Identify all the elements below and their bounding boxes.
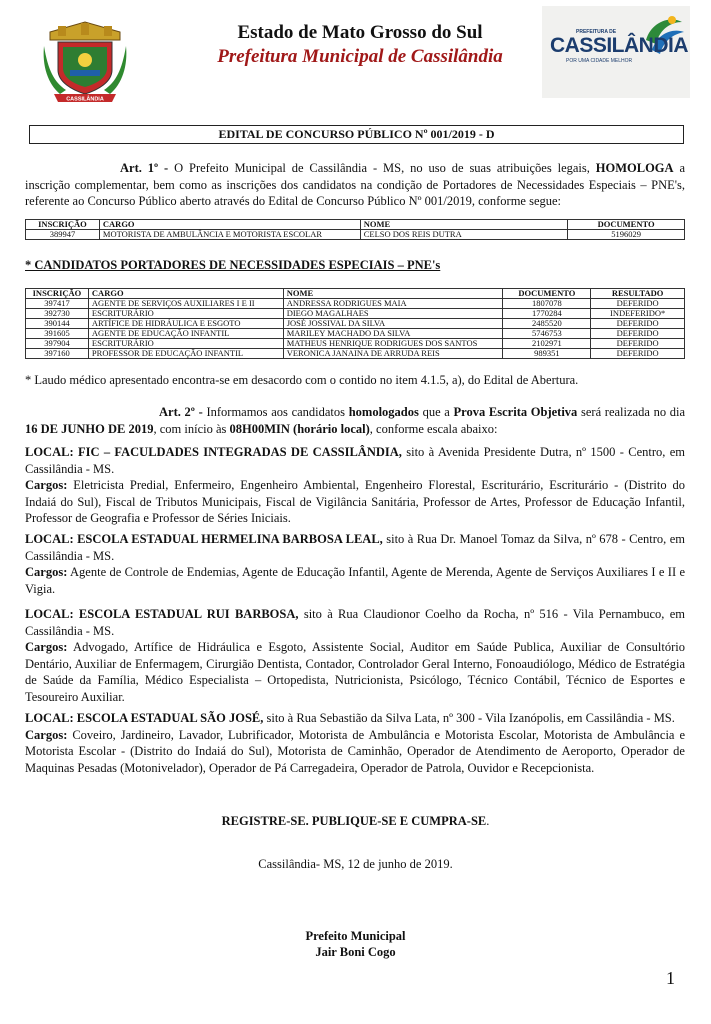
- place-date: Cassilândia- MS, 12 de junho de 2019.: [258, 857, 453, 871]
- table-cell: CELSO DOS REIS DUTRA: [360, 230, 568, 240]
- table-cell: AGENTE DE EDUCAÇÃO INFANTIL: [88, 329, 283, 339]
- table-cell: DEFERIDO: [591, 339, 685, 349]
- laudo-note: * Laudo médico apresentado encontra-se em desacordo com o contido no item 4.1.5, a), do Edital de Abertura.: [25, 373, 579, 387]
- coat-of-arms-icon: [44, 22, 127, 102]
- table-cell: 5746753: [503, 329, 591, 339]
- exam-location: [25, 710, 685, 776]
- exam-date: 16 DE JUNHO DE 2019: [25, 421, 154, 436]
- table-cell: PROFESSOR DE EDUCAÇÃO INFANTIL: [88, 349, 283, 359]
- table-cell: MOTORISTA DE AMBULÂNCIA E MOTORISTA ESCOLAR: [99, 230, 360, 240]
- table-cell: 397417: [26, 299, 89, 309]
- table-cell: 391605: [26, 329, 89, 339]
- table-row: [26, 349, 685, 359]
- location-address: sito à Avenida Presidente Dutra, nº 1500 - Centro, em Cassilândia - MS.: [25, 445, 685, 476]
- table-cell: MATHEUS HENRIQUE RODRIGUES DOS SANTOS: [283, 339, 503, 349]
- location-name: LOCAL: ESCOLA ESTADUAL HERMELINA BARBOSA LEAL,: [25, 532, 383, 546]
- complementary-table: [25, 219, 685, 240]
- art2-label: Art. 2º -: [159, 405, 203, 419]
- art2-text: que a: [422, 405, 450, 419]
- table-cell: 989351: [503, 349, 591, 359]
- table-cell: AGENTE DE SERVIÇOS AUXILIARES I E II: [88, 299, 283, 309]
- table-cell: 5196029: [568, 230, 685, 240]
- table-cell: DIEGO MAGALHAES: [283, 309, 503, 319]
- location-name: LOCAL: ESCOLA ESTADUAL RUI BARBOSA,: [25, 607, 299, 621]
- table-header: CARGO: [88, 289, 283, 299]
- art2-text: Informamos aos candidatos: [206, 405, 346, 419]
- table-cell: 2485520: [503, 319, 591, 329]
- art2-text: , com início às: [153, 421, 227, 436]
- table-row: [26, 339, 685, 349]
- art2-homologados: homologados: [348, 405, 419, 419]
- state-title: Estado de Mato Grosso do Sul: [237, 22, 483, 43]
- table-cell: ARTÍFICE DE HIDRÁULICA E ESGOTO: [88, 319, 283, 329]
- art1-homologa: HOMOLOGA: [595, 161, 674, 175]
- exam-location: [25, 444, 685, 527]
- table-header: CARGO: [99, 220, 360, 230]
- table-cell: 392730: [26, 309, 89, 319]
- table-cell: 1770284: [503, 309, 591, 319]
- table-header: RESULTADO: [591, 289, 685, 299]
- article-1: [25, 160, 685, 210]
- table-cell: DEFERIDO: [591, 319, 685, 329]
- logo-top-text: PREFEITURA DE: [576, 29, 617, 35]
- table-row: [26, 319, 685, 329]
- pne-table: [25, 288, 685, 359]
- page-number: 1: [666, 968, 675, 988]
- signature-role: Prefeito Municipal: [305, 929, 406, 943]
- cargos-label: Cargos:: [25, 478, 68, 492]
- table-header-row: [26, 220, 685, 230]
- registre-dot: .: [486, 814, 490, 828]
- table-cell: DEFERIDO: [591, 299, 685, 309]
- table-header: INSCRIÇÃO: [26, 220, 100, 230]
- city-logo: [542, 6, 690, 98]
- table-cell: ESCRITURÁRIO: [88, 309, 283, 319]
- logo-slogan-text: POR UMA CIDADE MELHOR: [566, 58, 633, 64]
- art1-text-a: O Prefeito Municipal de Cassilândia - MS, no uso de suas atribuições legais,: [174, 161, 590, 175]
- table-header: INSCRIÇÃO: [26, 289, 89, 299]
- exam-time: 08H00MIN (horário local): [229, 421, 370, 436]
- exam-location: [25, 531, 685, 597]
- table-cell: 390144: [26, 319, 89, 329]
- table-header: NOME: [283, 289, 503, 299]
- table-cell: ANDRESSA RODRIGUES MAIA: [283, 299, 503, 309]
- cargos-list: Advogado, Artífice de Hidráulica e Esgoto, Assistente Social, Auditor em Saúde Publica, Auxiliar de Consultório Dentário, Auxiliar de Enfermagem, Cirurgião Dentista, Contador, Controlador Geral Interno, Fonoaudiólogo, Médico de Estratégia de Saúde da Família, Médico Especialista – Ortopedista, Nutricionista, Psicólogo, Técnico Contábil, Técnico de Esportes e Tesoureiro Auxiliar.: [25, 640, 686, 704]
- table-header: DOCUMENTO: [568, 220, 685, 230]
- art2-prova: Prova Escrita Objetiva: [453, 405, 578, 419]
- table-cell: JOSÉ JOSSIVAL DA SILVA: [283, 319, 503, 329]
- coat-label: CASSILÂNDIA: [66, 96, 104, 103]
- pne-heading: * CANDIDATOS PORTADORES DE NECESSIDADES ESPECIAIS – PNE's: [25, 258, 441, 272]
- table-cell: 397904: [26, 339, 89, 349]
- table-cell: DEFERIDO: [591, 349, 685, 359]
- coat-of-arms: [40, 20, 130, 106]
- registre-text: REGISTRE-SE. PUBLIQUE-SE E CUMPRA-SE: [221, 814, 487, 828]
- location-address: sito à Rua Claudionor Coelho da Rocha, nº 516 - Vila Pernambuco, em Cassilândia - MS.: [25, 607, 685, 638]
- edital-title: EDITAL DE CONCURSO PÚBLICO Nº 001/2019 - D: [29, 125, 684, 144]
- art2-text: , conforme escala abaixo:: [369, 421, 498, 436]
- table-header-row: [26, 289, 685, 299]
- table-cell: 1807078: [503, 299, 591, 309]
- logo-name-text: CASSILÂNDIA: [550, 34, 689, 57]
- location-name: LOCAL: ESCOLA ESTADUAL SÃO JOSÉ,: [25, 711, 264, 725]
- art1-text-b: a inscrição complementar, bem como as inscrições dos candidatos na condição de Portadores de Necessidades Especiais – PNE's, referente ao Concurso Público aberto através do Edital de Concurso Público Nº 001/2019, conforme segue:: [25, 161, 686, 208]
- signature-name: Jair Boni Cogo: [315, 945, 396, 959]
- table-header: NOME: [360, 220, 568, 230]
- table-header: DOCUMENTO: [503, 289, 591, 299]
- cargos-list: Agente de Controle de Endemias, Agente de Educação Infantil, Agente de Merenda, Agente de Serviços Auxiliares I e II e Vigia.: [25, 565, 685, 596]
- table-cell: INDEFERIDO*: [591, 309, 685, 319]
- table-row: [26, 230, 685, 240]
- city-hall-title: Prefeitura Municipal de Cassilândia: [217, 46, 503, 67]
- registre-statement: [0, 814, 711, 829]
- location-address: sito à Rua Dr. Manoel Tomaz da Silva, nº 678 - Centro, em Cassilândia - MS.: [25, 532, 686, 563]
- table-cell: 397160: [26, 349, 89, 359]
- exam-location: [25, 606, 685, 705]
- article-2: [25, 404, 685, 437]
- table-cell: 2102971: [503, 339, 591, 349]
- location-name: LOCAL: FIC – FACULDADES INTEGRADAS DE CASSILÂNDIA,: [25, 445, 402, 459]
- location-address: sito à Rua Sebastião da Silva Lata, nº 300 - Vila Izanópolis, em Cassilândia - MS.: [266, 711, 675, 725]
- cargos-label: Cargos:: [25, 640, 68, 654]
- table-row: [26, 299, 685, 309]
- table-row: [26, 329, 685, 339]
- art2-text: será realizada no dia: [581, 405, 686, 419]
- table-cell: MARILEY MACHADO DA SILVA: [283, 329, 503, 339]
- cargos-list: Coveiro, Jardineiro, Lavador, Lubrificador, Motorista de Ambulância e Motorista Escolar, Motorista de Ambulância e Motorista Escolar - (Distrito do Indaiá do Sul), Motorista de Caminhão, Operador de Atendimento de Aeroporto, Operador de Maquinas Pesadas (Motonivelador), Operador de Pá Carregadeira, Operador de Patrola, Ouvidor e Recepcionista.: [25, 727, 685, 775]
- table-cell: 389947: [26, 230, 100, 240]
- table-cell: DEFERIDO: [591, 329, 685, 339]
- table-cell: ESCRITURÁRIO: [88, 339, 283, 349]
- cargos-list: Eletricista Predial, Enfermeiro, Engenheiro Ambiental, Engenheiro Florestal, Escriturário, Escriturário - (Distrito do Indaiá do Sul), Fiscal de Tributos Municipais, Fiscal de Vigilância Sanitária, Professor de Artes, Professor de Educação Infantil, Professor de Geografia e Professor de Séries Iniciais.: [25, 478, 686, 525]
- cargos-label: Cargos:: [25, 565, 68, 579]
- table-row: [26, 309, 685, 319]
- art1-label: Art. 1º -: [120, 161, 169, 175]
- table-cell: VERONICA JANAINA DE ARRUDA REIS: [283, 349, 503, 359]
- cargos-label: Cargos:: [25, 727, 68, 742]
